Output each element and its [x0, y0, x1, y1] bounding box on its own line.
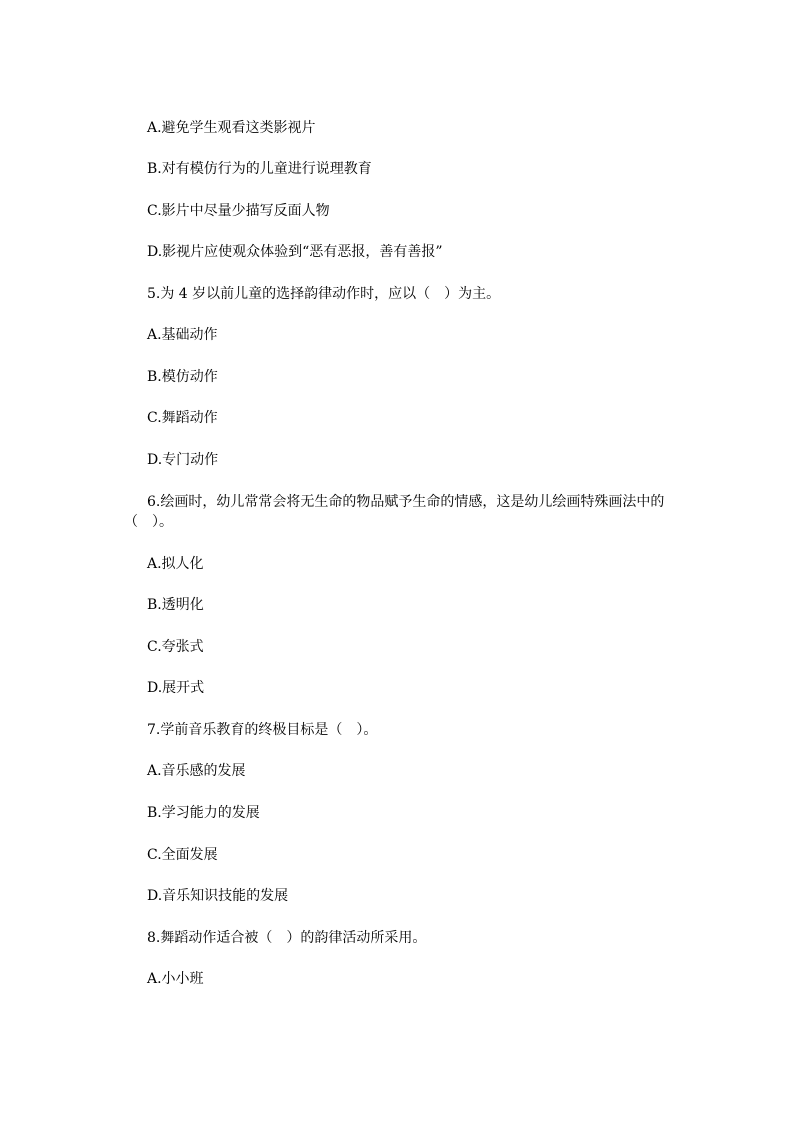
- question-6-continuation: （ ）。: [124, 514, 173, 530]
- question-6: 6.绘画时，幼儿常常会将无生命的物品赋予生命的情感，这是幼儿绘画特殊画法中的: [147, 494, 665, 510]
- option-d: D.影视片应使观众体验到“恶有恶报，善有善报”: [147, 244, 443, 260]
- option-b: B.模仿动作: [147, 369, 218, 385]
- question-5: 5.为 4 岁以前儿童的选择韵律动作时，应以（ ）为主。: [147, 286, 501, 302]
- option-c: C.夸张式: [147, 639, 204, 655]
- option-d: D.展开式: [147, 680, 205, 696]
- option-c: C.舞蹈动作: [147, 410, 218, 426]
- option-d: D.专门动作: [147, 452, 219, 468]
- option-a: A.避免学生观看这类影视片: [147, 120, 316, 136]
- question-7: 7.学前音乐教育的终极目标是（ ）。: [147, 722, 378, 738]
- option-b: B.学习能力的发展: [147, 805, 260, 821]
- option-c: C.影片中尽量少描写反面人物: [147, 203, 330, 219]
- option-b: B.对有模仿行为的儿童进行说理教育: [147, 161, 372, 177]
- option-a: A.音乐感的发展: [147, 763, 246, 779]
- option-a: A.拟人化: [147, 556, 204, 572]
- option-c: C.全面发展: [147, 847, 218, 863]
- option-b: B.透明化: [147, 597, 204, 613]
- option-a: A.基础动作: [147, 327, 218, 343]
- option-d: D.音乐知识技能的发展: [147, 888, 289, 904]
- question-8: 8.舞蹈动作适合被（ ）的韵律活动所采用。: [147, 930, 427, 946]
- option-a: A.小小班: [147, 971, 204, 987]
